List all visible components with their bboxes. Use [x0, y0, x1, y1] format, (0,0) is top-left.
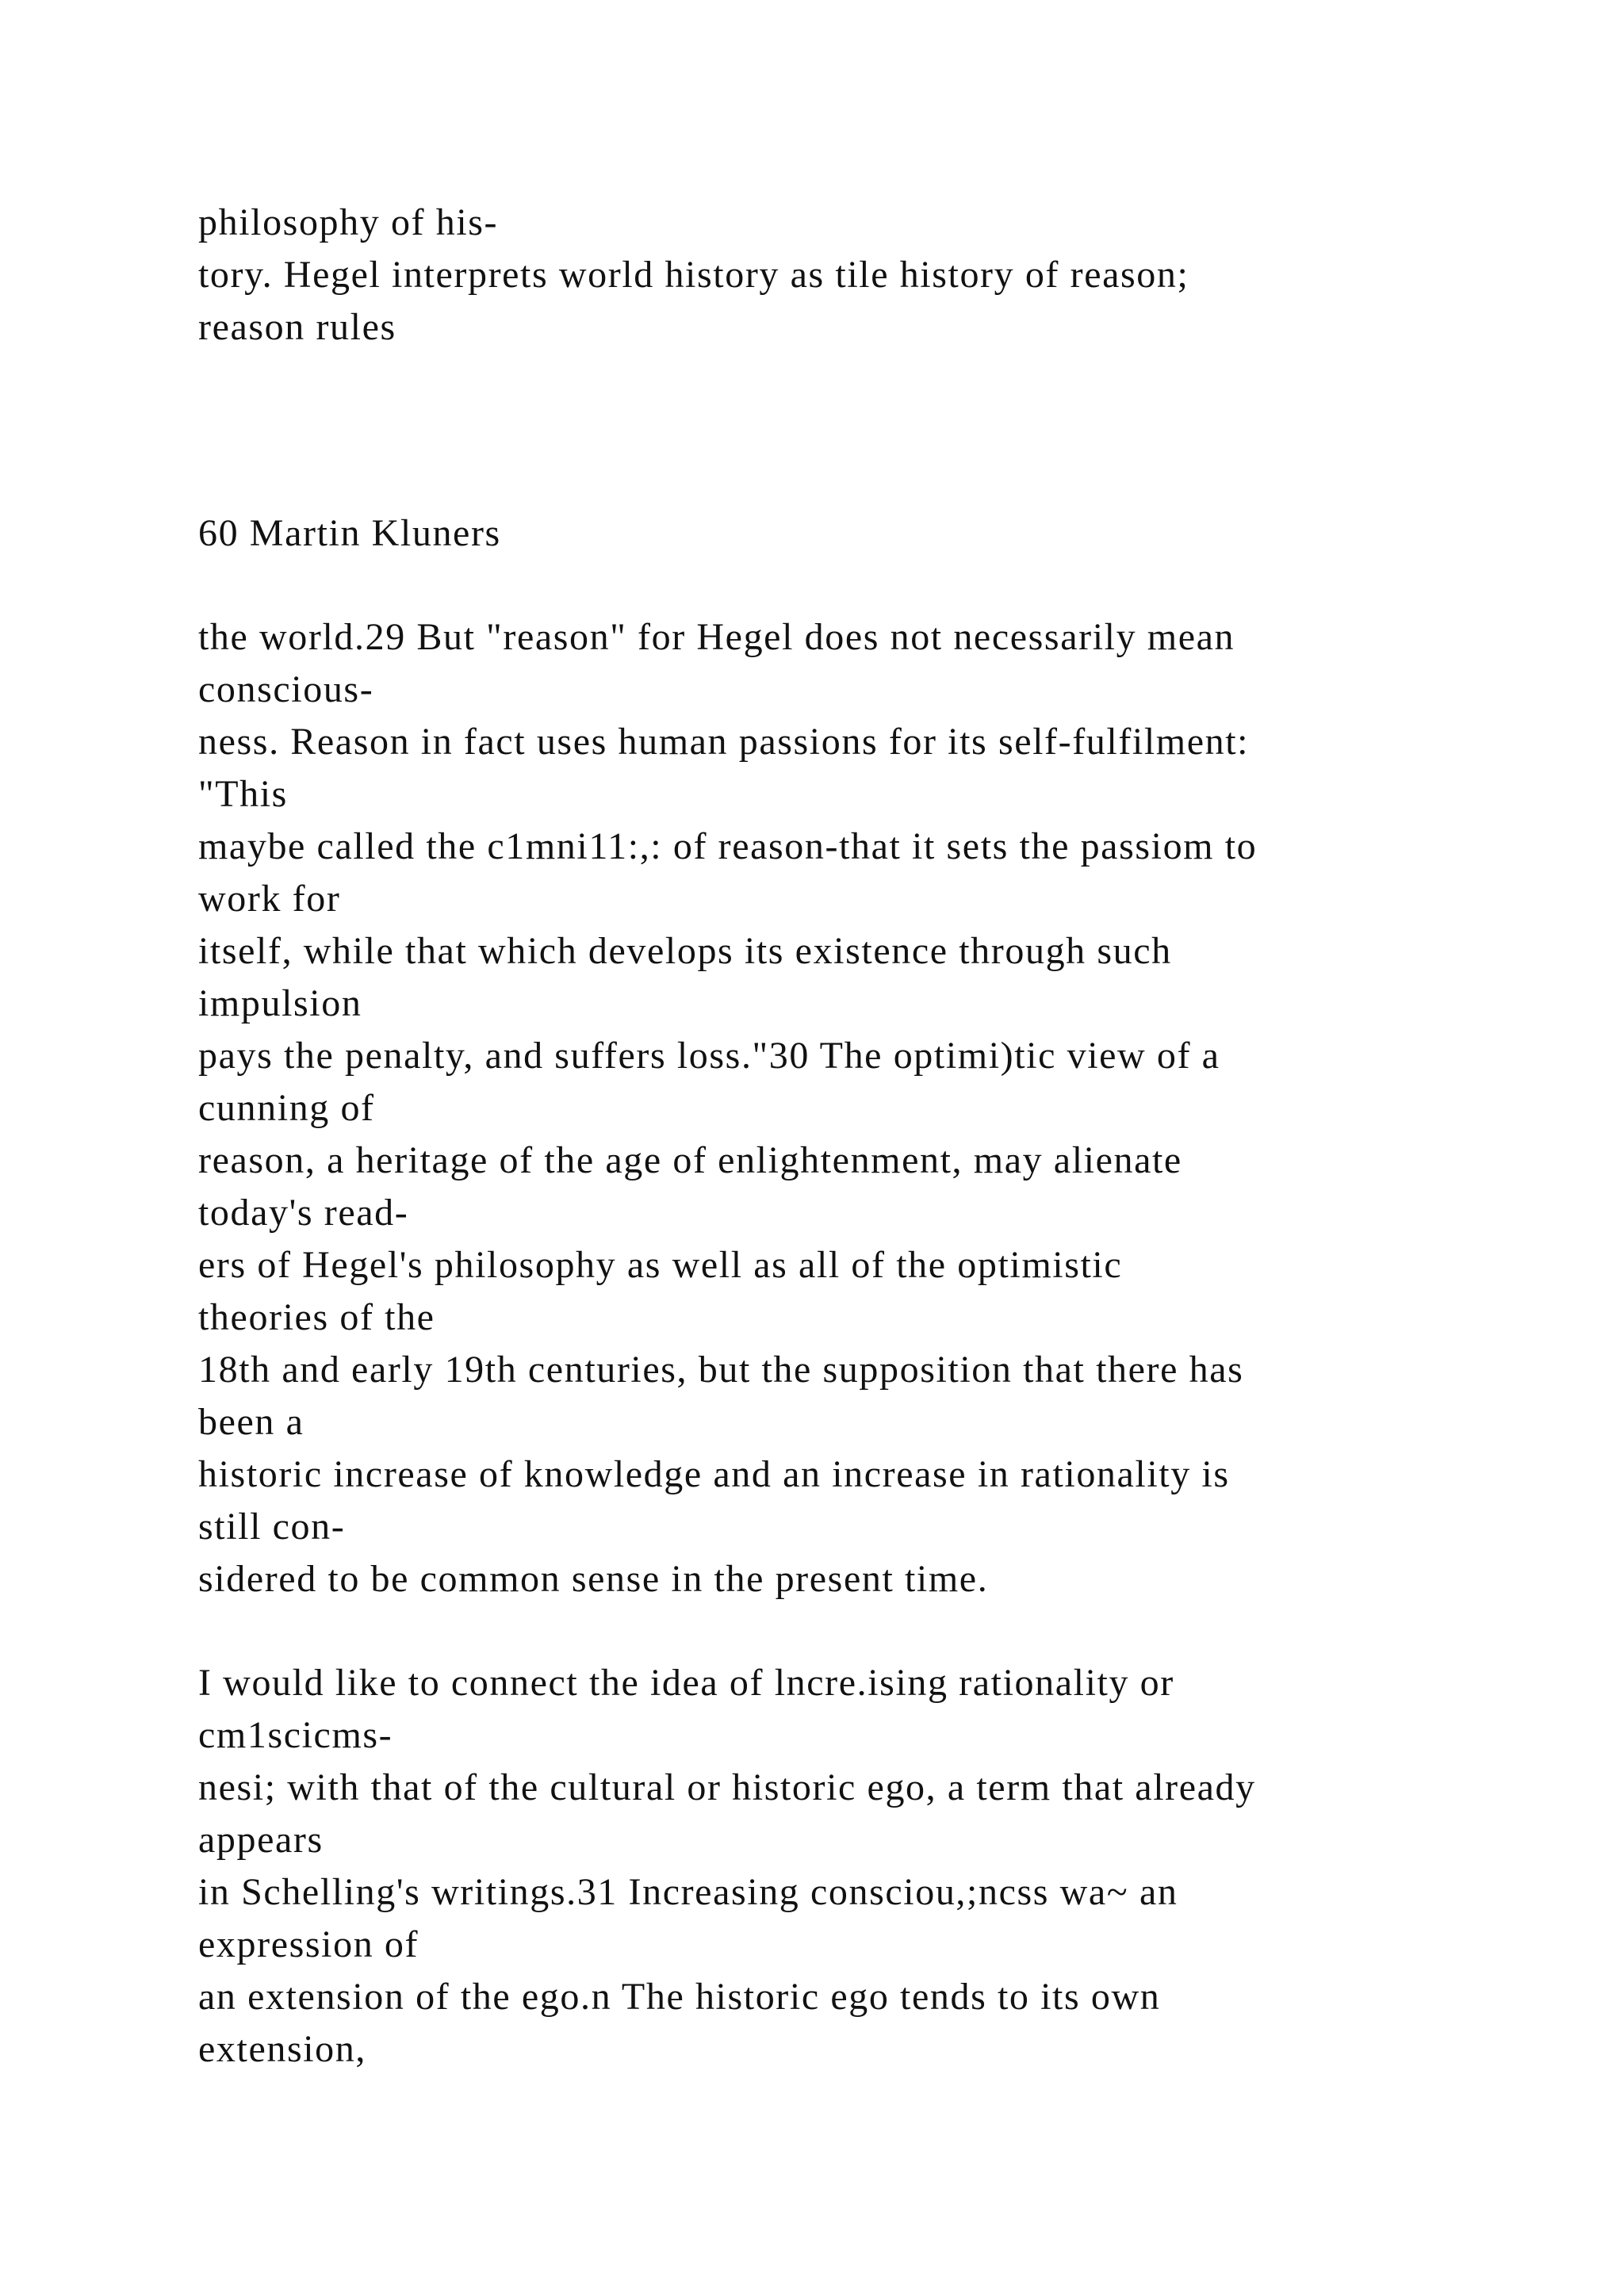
running-header: 60 Martin Kluners — [198, 512, 501, 554]
text-line: itself, while that which develops its existence through such — [198, 930, 1172, 972]
text-line: 18th and early 19th centuries, but the supposition that there has — [198, 1349, 1244, 1391]
text-line: been a — [198, 1401, 304, 1443]
text-line: reason, a heritage of the age of enlightenment, may alienate — [198, 1139, 1182, 1181]
text-line: philosophy of his- — [198, 201, 499, 243]
text-line: extension, — [198, 2028, 366, 2070]
text-line: I would like to connect the idea of lncre.ising rationality or — [198, 1662, 1174, 1704]
text-line: pays the penalty, and suffers loss."30 The optimi)tic view of a — [198, 1035, 1220, 1077]
text-line: impulsion — [198, 982, 362, 1024]
text-line: conscious- — [198, 668, 374, 710]
text-line: an extension of the ego.n The historic ego tends to its own — [198, 1976, 1161, 2018]
text-line: historic increase of knowledge and an increase in rationality is — [198, 1453, 1230, 1495]
text-line: nesi; with that of the cultural or historic ego, a term that already — [198, 1766, 1256, 1808]
text-line: expression of — [198, 1923, 419, 1965]
text-line: today's read- — [198, 1192, 409, 1234]
text-line: cunning of — [198, 1087, 375, 1129]
text-line: maybe called the c1mni11:,: of reason-that it sets the passiom to — [198, 825, 1258, 867]
text-line: ers of Hegel's philosophy as well as all of the optimistic — [198, 1244, 1123, 1286]
text-line: ness. Reason in fact uses human passions for its self-fulfilment: — [198, 721, 1250, 763]
text-line: theories of the — [198, 1296, 435, 1338]
text-line: in Schelling's writings.31 Increasing consciou,;ncss wa~ an — [198, 1871, 1178, 1913]
text-line: work for — [198, 878, 341, 920]
text-line: sidered to be common sense in the present time. — [198, 1558, 989, 1600]
text-line: the world.29 But "reason" for Hegel does not necessarily mean — [198, 616, 1235, 658]
text-line: still con- — [198, 1506, 346, 1548]
text-line: "This — [198, 773, 288, 815]
text-line: tory. Hegel interprets world history as tile history of reason; — [198, 254, 1189, 296]
text-line: appears — [198, 1819, 324, 1861]
text-line: cm1scicms- — [198, 1714, 393, 1756]
text-line: reason rules — [198, 306, 396, 348]
